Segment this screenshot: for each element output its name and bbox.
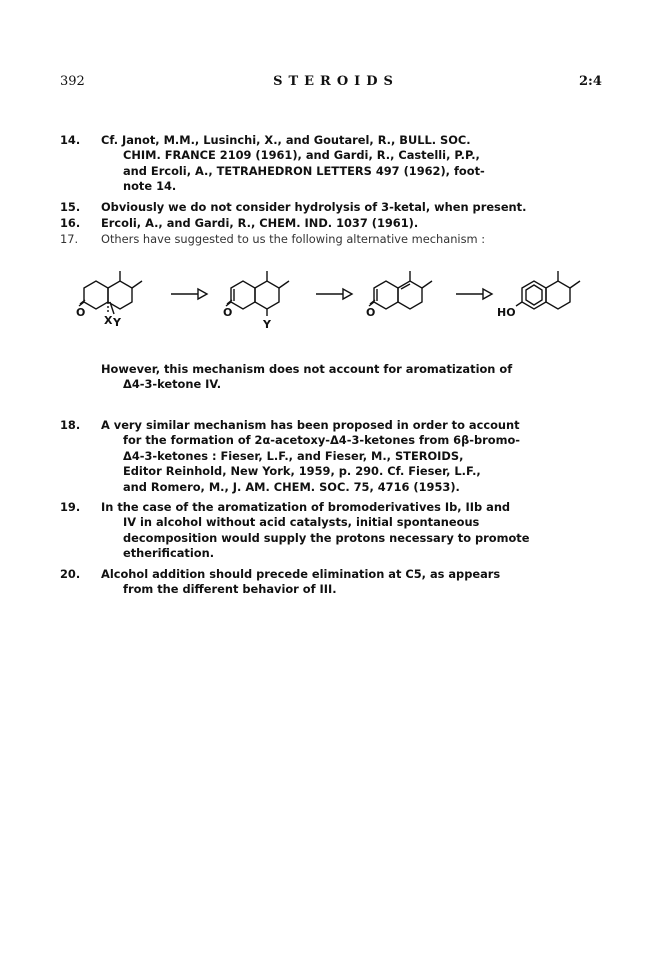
footnote-line: Ercoli, A., and Gardi, R., CHEM. IND. 1037 (1961). — [101, 216, 419, 230]
scheme-label: Y — [113, 316, 121, 329]
structure-3 — [369, 271, 432, 309]
footnote-number: 19. — [60, 500, 81, 514]
structure-1 — [79, 271, 142, 314]
footnote-line: CHIM. FRANCE 2109 (1961), and Gardi, R., Castelli, P.P., — [123, 148, 480, 163]
footnote-line: from the different behavior of III. — [123, 582, 337, 597]
footnote-number: 20. — [60, 567, 81, 581]
scheme-label: O — [223, 306, 233, 319]
footnote-line: note 14. — [123, 179, 177, 194]
scheme-label: X — [104, 314, 113, 327]
scheme-label: O — [76, 306, 86, 319]
footnote-line: and Romero, M., J. AM. CHEM. SOC. 75, 4716 (1953). — [123, 479, 460, 494]
arrow-icon — [316, 289, 352, 299]
page-number: 392 — [60, 74, 85, 89]
footnote-number: 15. — [60, 200, 81, 214]
scheme-label: Y — [263, 318, 271, 331]
footnote-line: Alcohol addition should precede elimination at C5, as appears — [101, 567, 501, 581]
footnote-line: Δ4-3-ketones : Fieser, L.F., and Fieser, M., STEROIDS, — [123, 448, 464, 463]
scheme-label: O — [366, 306, 376, 319]
footnote-line: Obviously we do not consider hydrolysis of 3-ketal, when present. — [101, 200, 527, 214]
running-title: STEROIDS — [273, 74, 399, 89]
section-number: 2:4 — [579, 74, 602, 89]
arrow-icon — [456, 289, 492, 299]
structure-4 — [516, 271, 580, 309]
footnote-line: A very similar mechanism has been proposed in order to account — [101, 418, 520, 432]
scheme-comment-line: Δ4-3-ketone IV. — [123, 377, 222, 391]
footnote-20 — [60, 567, 600, 598]
footnote-line: Editor Reinhold, New York, 1959, p. 290. Cf. Fieser, L.F., — [123, 464, 481, 479]
footnote-15 — [60, 200, 600, 215]
scheme-label: HO — [497, 306, 516, 319]
footnote-18 — [60, 418, 600, 495]
reaction-scheme-diagram — [76, 268, 596, 348]
footnote-line: for the formation of 2α-acetoxy-Δ4-3-ketones from 6β-bromo- — [123, 433, 520, 448]
footnote-14 — [60, 133, 600, 195]
footnote-line: etherification. — [123, 546, 215, 561]
footnote-number: 14. — [60, 133, 81, 147]
scheme-comment-line: However, this mechanism does not account for aromatization of — [101, 362, 513, 376]
footnote-line: Cf. Janot, M.M., Lusinchi, X., and Goutarel, R., BULL. SOC. — [101, 133, 471, 147]
footnote-number: 17. — [60, 232, 79, 246]
footnote-line: Others have suggested to us the following alternative mechanism : — [101, 232, 486, 246]
footnote-line: IV in alcohol without acid catalysts, initial spontaneous — [123, 515, 480, 530]
footnote-line: and Ercoli, A., TETRAHEDRON LETTERS 497 (1962), foot- — [123, 163, 485, 178]
structure-2 — [226, 271, 289, 316]
footnote-number: 18. — [60, 418, 81, 432]
footnote-16 — [60, 216, 600, 231]
footnote-17 — [60, 232, 600, 247]
arrow-icon — [171, 289, 207, 299]
footnote-line: decomposition would supply the protons necessary to promote — [123, 530, 530, 545]
footnote-line: In the case of the aromatization of bromoderivatives Ib, IIb and — [101, 500, 511, 514]
footnote-19 — [60, 500, 600, 562]
footnote-number: 16. — [60, 216, 81, 230]
